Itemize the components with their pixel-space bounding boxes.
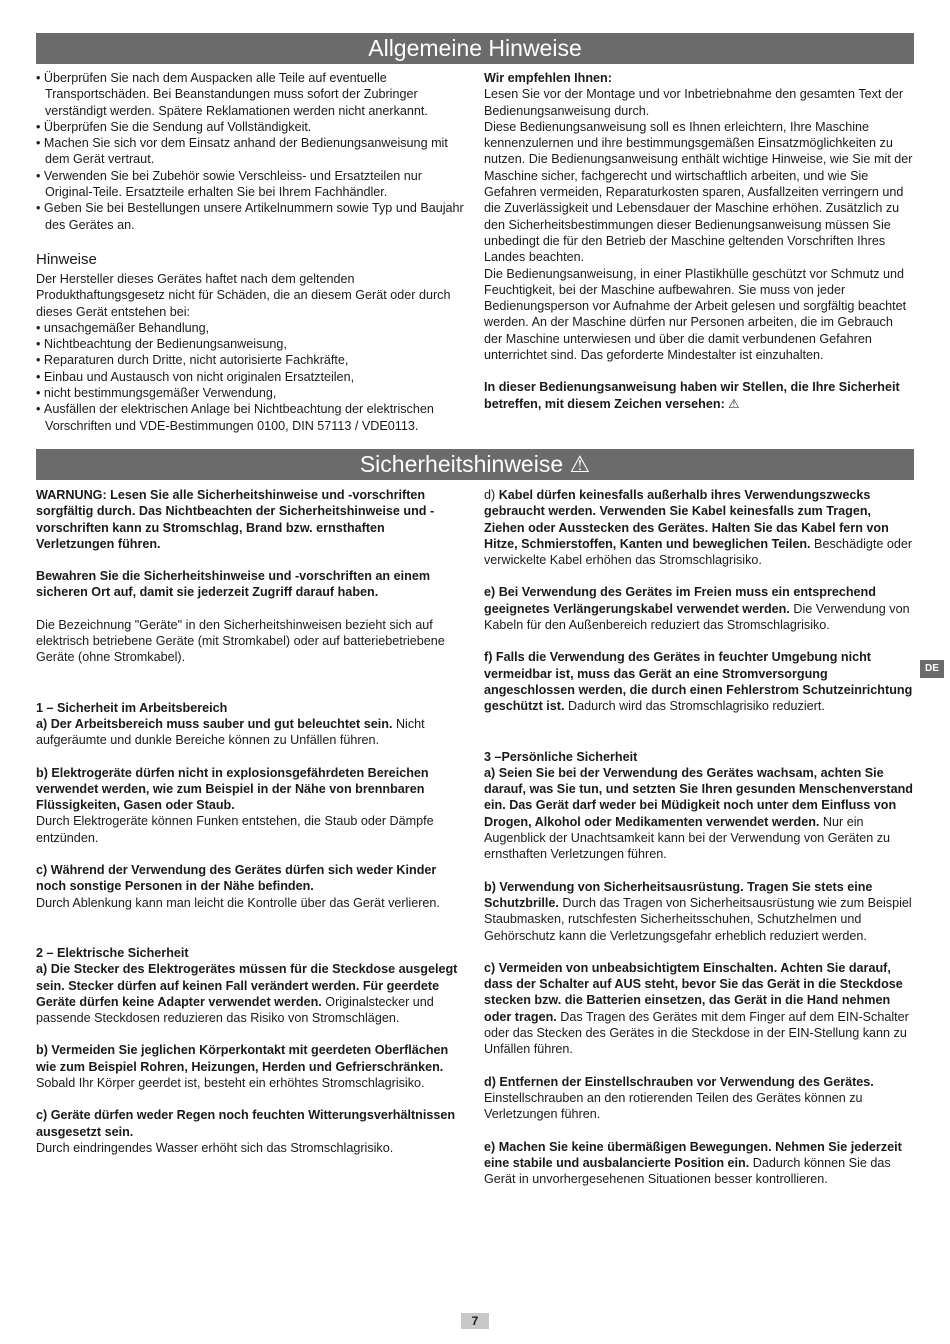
rule-bold: e) Bei Verwendung des Gerätes im Freien muss ein entsprechend geeignetes Verlängerungskabel verwendet werden. (484, 585, 876, 616)
keep-instructions: Bewahren Sie die Sicherheitshinweise und -vorschriften an einem sicheren Ort auf, damit sie jederzeit Zugriff darauf haben. (36, 569, 431, 600)
general-left-column (36, 70, 466, 434)
rule-text: Nur ein Augenblick der Unachtsamkeit kann bei der Verwendung von Geräten zu ernsthaften Verletzungen führen. (484, 814, 891, 862)
rule-text: Beschädigte oder verwickelte Kabel erhöhen das Stromschlagrisiko. (484, 536, 913, 568)
warning-triangle-icon: ⚠ (569, 451, 591, 477)
list-item: • Verwenden Sie bei Zubehör sowie Verschleiss- und Ersatzteilen nur Original-Teile. Ersatzteile erhalten Sie bei Ihrem Fachhändler. (36, 168, 466, 201)
rule-text: Einstellschrauben an den rotierenden Teilen des Gerätes können zu Verletzungen führen. (484, 1090, 863, 1122)
list-item: • Reparaturen durch Dritte, nicht autorisierte Fachkräfte, (36, 352, 466, 368)
list-item: • Ausfällen der elektrischen Anlage bei Nichtbeachtung der elektrischen Vorschriften und VDE-Bestimmungen 0100, DIN 57113 / VDE0113. (36, 401, 466, 434)
recommend-heading: Wir empfehlen Ihnen: (484, 71, 612, 85)
list-item: • Überprüfen Sie die Sendung auf Vollständigkeit. (36, 119, 466, 135)
hinweise-intro: Der Hersteller dieses Gerätes haftet nach dem geltenden Produkthaftungsgesetz nicht für Schäden, die an diesem Gerät oder durch dieses Gerät entstehen bei: (36, 271, 451, 319)
rule-bold: d) Entfernen der Einstellschrauben vor Verwendung des Gerätes. (484, 1074, 874, 1089)
rule-bold: b) Elektrogeräte dürfen nicht in explosionsgefährdeten Bereichen verwendet werden, wie zum Beispiel in der Nähe von brennbaren Flüssigkeiten, Gasen oder Staub. (36, 765, 429, 813)
list-item: • unsachgemäßer Behandlung, (36, 320, 466, 336)
rule-bold: b) Vermeiden Sie jeglichen Körperkontakt mit geerdeten Oberflächen wie zum Beispiel Rohren, Heizungen, Herden und Gefrierschränken. (36, 1043, 449, 1074)
rule-bold: c) Während der Verwendung des Gerätes dürfen sich weder Kinder noch sonstige Personen in der Nähe befinden. (36, 863, 437, 894)
list-item: • Geben Sie bei Bestellungen unsere Artikelnummern sowie Typ und Baujahr des Gerätes an. (36, 200, 466, 233)
list-item: • Einbau und Austausch von nicht originalen Ersatzteilen, (36, 369, 466, 385)
rule-bold: a) Die Stecker des Elektrogerätes müssen für die Steckdose ausgelegt sein. Stecker dürfen auf keinen Fall verändert werden. Für geerdete Geräte dürfen keine Adapter verwendet werden. (36, 962, 458, 1009)
section-header-general: Allgemeine Hinweise (36, 33, 914, 64)
hinweise-heading: Hinweise (36, 250, 97, 268)
list-item: • Nichtbeachtung der Bedienungsanweisung, (36, 336, 466, 352)
rule-text: Dadurch wird das Stromschlagrisiko reduziert. (564, 699, 825, 714)
definition-text: Die Bezeichnung "Geräte" in den Sicherheitshinweisen bezieht sich auf elektrisch betriebene Geräte (mit Stromkabel) oder auf batteriebetriebene Geräte (ohne Stromkabel). (36, 617, 445, 665)
rule-bold: b) Verwendung von Sicherheitsausrüstung. Tragen Sie stets eine Schutzbrille. (484, 879, 873, 910)
recommend-paragraph: Lesen Sie vor der Montage und vor Inbetriebnahme den gesamten Text der Bedienungsanweisung durch. (484, 87, 904, 118)
rule-bold: Kabel dürfen keinesfalls außerhalb ihres Verwendungszwecks gebraucht werden. Verwenden Sie Kabel keinesfalls zum Tragen, Ziehen oder Ausstecken des Gerätes. Halten Sie das Kabel fern von Hitze, Schmierstoffen, Kanten und beweglichen Teilen. (484, 488, 889, 551)
rule-text: Das Tragen des Gerätes mit dem Finger auf dem EIN-Schalter oder das Stecken des Gerätes in die Steckdose in der EIN-Stellung kann zu Unfällen führen. (484, 1009, 909, 1057)
rule-bold: e) Machen Sie keine übermäßigen Bewegungen. Nehmen Sie jederzeit eine stabile und ausbalancierte Position ein. (484, 1139, 902, 1170)
safety-left-column (36, 487, 466, 1156)
rule-text: Originalstecker und passende Steckdosen reduzieren das Risiko von Stromschlägen. (36, 994, 434, 1026)
general-right-column (484, 70, 914, 412)
rule-bold: a) Seien Sie bei der Verwendung des Gerätes wachsam, achten Sie darauf, was Sie tun, und setzten Sie Ihren gesunden Menschenverstand ein. Das Gerät darf weder bei Müdigkeit noch unter dem Einfluss von Drogen, Alkohol oder Medikamenten verwendet werden. (484, 765, 913, 829)
recommend-paragraph: Die Bedienungsanweisung, in einer Plastikhülle geschützt vor Schmutz und Feuchtigkeit, bei der Maschine aufbewahren. Sie muss von jeder Bedienungsperson vor Aufnahme der Arbeit gelesen und sorgfältig beachtet werden. An der Maschine dürfen nur Personen arbeiten, die im Gebrauch der Maschine unterwiesen und über die damit verbundenen Gefahren unterrichtet sind. Das geforderte Mindestalter ist einzuhalten. (484, 266, 907, 363)
page-number: 7 (461, 1313, 489, 1329)
list-item: • nicht bestimmungsgemäßer Verwendung, (36, 385, 466, 401)
section-header-safety (36, 449, 914, 480)
rule-text: Die Verwendung von Kabeln für den Außenbereich reduziert das Stromschlagrisiko. (484, 601, 910, 633)
marker-note: In dieser Bedienungsanweisung haben wir Stellen, die Ihre Sicherheit betreffen, mit diesem Zeichen versehen: (484, 380, 900, 411)
language-tab: DE (920, 660, 944, 678)
list-item: • Machen Sie sich vor dem Einsatz anhand der Bedienungsanweisung mit dem Gerät vertraut. (36, 135, 466, 168)
safety-title: Sicherheitshinweise (359, 451, 564, 477)
warning-text: WARNUNG: Lesen Sie alle Sicherheitshinweise und -vorschriften sorgfältig durch. Das Nichtbeachten der Sicherheitshinweise und -vorschriften kann zu Stromschlag, Brand bzw. ernsthaften Verletzungen führen. (36, 488, 435, 551)
rule-bold: a) Der Arbeitsbereich muss sauber und gut beleuchtet sein. (36, 716, 393, 731)
rule-text: Sobald Ihr Körper geerdet ist, besteht ein erhöhtes Stromschlagrisiko. (36, 1076, 425, 1091)
rule-text: Dadurch können Sie das Gerät in unvorhergesehenen Situationen besser kontrollieren. (484, 1155, 891, 1187)
rule-bold: c) Vermeiden von unbeabsichtigtem Einschalten. Achten Sie darauf, dass der Schalter auf AUS steht, bevor Sie das Gerät in die Steckdose stecken bzw. die Batterien einsetzen, das Gerät in die Hand nehmen oder tragen. (484, 960, 903, 1024)
safety-right-column (484, 487, 914, 1187)
list-item: • Überprüfen Sie nach dem Auspacken alle Teile auf eventuelle Transportschäden. Bei Beanstandungen muss sofort der Zubringer verständigt werden. Spätere Reklamationen werden nicht anerkannt. (36, 70, 466, 119)
subsection-heading: 2 – Elektrische Sicherheit (36, 945, 189, 960)
subsection-heading: 1 – Sicherheit im Arbeitsbereich (36, 700, 228, 715)
rule-bold: f) Falls die Verwendung des Gerätes in feuchter Umgebung nicht vermeidbar ist, muss das Gerät an eine Stromversorgung angeschlossen werden, die durch einen Fehlerstrom Schutzeinrichtung geschützt ist. (484, 650, 913, 714)
rule-prefix: d) (484, 488, 499, 502)
rule-text: Durch eindringendes Wasser erhöht sich das Stromschlagrisiko. (36, 1140, 394, 1155)
rule-text: Durch Elektrogeräte können Funken entstehen, die Staub oder Dämpfe entzünden. (36, 814, 434, 845)
rule-text: Nicht aufgeräumte und dunkle Bereiche können zu Unfällen führen. (36, 716, 425, 748)
rule-text: Durch das Tragen von Sicherheitsausrüstung wie zum Beispiel Staubmasken, rutschfesten Sicherheitsschuhen, Schutzhelmen und Gehörschutz kann die Verletzungsgefahr erheblich reduziert werden. (484, 895, 912, 943)
subsection-heading: 3 –Persönliche Sicherheit (484, 749, 638, 764)
recommend-paragraph: Diese Bedienungsanweisung soll es Ihnen erleichtern, Ihre Maschine kennenzulernen und ihre bestimmungsgemäßen Einsatzmöglichkeiten zu nutzen. Die Bedienungsanweisung enthält wichtige Hinweise, wie Sie mit der Maschine sicher, fachgerecht und wirtschaftlich arbeiten, und wie Sie Gefahren vermeiden, Reparaturkosten sparen, Ausfallzeiten verringern und die Zuverlässigkeit und Lebensdauer der Maschine erhöhen. Zusätzlich zu den Sicherheitsbestimmungen dieser Bedienungsanweisung müssen Sie unbedingt die für den Betrieb der Maschine geltenden Vorschriften Ihres Landes beachten. (484, 119, 913, 265)
rule-text: Durch Ablenkung kann man leicht die Kontrolle über das Gerät verlieren. (36, 895, 440, 910)
warning-triangle-icon: ⚠ (728, 396, 740, 411)
rule-bold: c) Geräte dürfen weder Regen noch feuchten Witterungsverhältnissen ausgesetzt sein. (36, 1108, 456, 1139)
